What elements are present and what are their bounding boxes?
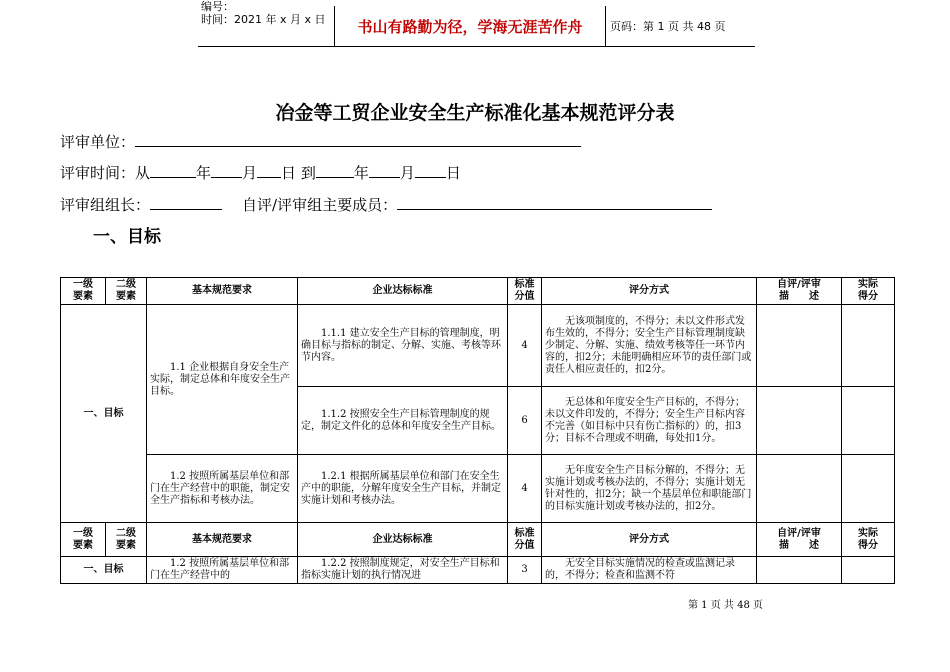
page-footer: 第 1 页 共 48 页 <box>688 600 763 611</box>
code-label: 编号： <box>201 0 234 13</box>
method-cell: 无总体和年度安全生产目标的，不得分；未以文件印发的，不得分；安全生产目标内容不完善（如目标中只有伤亡指标的）的，扣3分；目标不合理或不明确，每处扣1分。 <box>542 387 757 455</box>
header-page-label: 页码：第 1 页 共 48 页 <box>610 20 726 33</box>
standard-cell: 1.1.1 建立安全生产目标的管理制度，明确目标与指标的制定、分解、实施、考核等环节内容。 <box>298 305 508 387</box>
table-row <box>61 557 895 584</box>
review-unit-line <box>60 131 581 152</box>
requirement-cell: 1.1 企业根据自身安全生产实际，制定总体和年度安全生产目标。 <box>147 305 298 455</box>
description-cell[interactable] <box>757 387 842 455</box>
time-prefix: 评审时间：从 <box>60 164 151 182</box>
col-header-description: 自评/评审 描 述 <box>757 278 842 305</box>
day-blank-1[interactable] <box>257 163 281 178</box>
method-cell: 无安全目标实施情况的检查或监测记录的，不得分；检查和监测不符 <box>542 557 757 584</box>
year-blank-1[interactable] <box>150 163 196 178</box>
col-header-description: 自评/评审 描 述 <box>757 523 842 557</box>
actual-score-cell[interactable] <box>842 305 895 387</box>
description-cell[interactable] <box>757 305 842 387</box>
leader-blank[interactable] <box>150 195 222 210</box>
unit-label: 评审单位： <box>60 133 136 151</box>
col-header-standard: 企业达标标准 <box>298 278 508 305</box>
time-label: 时间：2021 年 x 月 x 日 <box>201 13 326 26</box>
col-header-level2: 二级 要素 <box>106 523 147 557</box>
score-cell: 4 <box>508 455 542 523</box>
description-cell[interactable] <box>757 455 842 523</box>
header-divider <box>605 6 606 46</box>
header-meta <box>198 0 334 46</box>
members-blank[interactable] <box>397 195 712 210</box>
element-cell: 一、目标 <box>61 305 147 523</box>
day-label: 日 <box>445 164 461 182</box>
leader-label: 评审组组长： <box>60 196 151 214</box>
col-header-actual: 实际 得分 <box>842 278 895 305</box>
month-label: 月 <box>242 164 258 182</box>
col-header-requirement: 基本规范要求 <box>147 278 298 305</box>
col-header-actual: 实际 得分 <box>842 523 895 557</box>
section-heading: 一、目标 <box>93 227 161 247</box>
description-cell[interactable] <box>757 557 842 584</box>
score-cell: 4 <box>508 305 542 387</box>
col-header-level2: 二级 要素 <box>106 278 147 305</box>
day-blank-2[interactable] <box>415 163 446 178</box>
header-motto: 书山有路勤为径，学海无涯苦作舟 <box>357 18 583 36</box>
score-cell: 6 <box>508 387 542 455</box>
col-header-level1: 一级 要素 <box>61 523 106 557</box>
col-header-score: 标准 分值 <box>508 523 542 557</box>
table-row <box>61 305 895 387</box>
actual-score-cell[interactable] <box>842 387 895 455</box>
members-label: 自评/评审组主要成员： <box>242 196 398 214</box>
actual-score-cell[interactable] <box>842 557 895 584</box>
table-header-row <box>61 278 895 305</box>
year-label: 年 <box>353 164 369 182</box>
actual-score-cell[interactable] <box>842 455 895 523</box>
standard-cell: 1.2.2 按照制度规定，对安全生产目标和指标实施计划的执行情况进 <box>298 557 508 584</box>
col-header-level1: 一级 要素 <box>61 278 106 305</box>
col-header-method: 评分方式 <box>542 523 757 557</box>
page-header <box>198 0 755 47</box>
requirement-cell: 1.2 按照所属基层单位和部门在生产经营中的职能，制定安全生产指标和考核办法。 <box>147 455 298 523</box>
header-rule <box>198 46 755 47</box>
col-header-standard: 企业达标标准 <box>298 523 508 557</box>
unit-blank[interactable] <box>135 132 581 147</box>
col-header-score: 标准 分值 <box>508 278 542 305</box>
month-blank-2[interactable] <box>369 163 400 178</box>
col-header-requirement: 基本规范要求 <box>147 523 298 557</box>
score-cell: 3 <box>508 557 542 584</box>
day-label: 日 <box>281 164 297 182</box>
month-label: 月 <box>399 164 415 182</box>
standard-cell: 1.2.1 根据所属基层单位和部门在安全生产中的职能，分解年度安全生产目标，并制定实施计划和考核办法。 <box>298 455 508 523</box>
requirement-cell: 1.2 按照所属基层单位和部门在生产经营中的 <box>147 557 298 584</box>
col-header-method: 评分方式 <box>542 278 757 305</box>
month-blank-1[interactable] <box>211 163 242 178</box>
table-header-row <box>61 523 895 557</box>
review-team-line <box>60 194 712 215</box>
scoring-table <box>60 277 895 584</box>
document-title: 冶金等工贸企业安全生产标准化基本规范评分表 <box>275 102 675 124</box>
table-row <box>61 455 895 523</box>
method-cell: 无该项制度的，不得分；未以文件形式发布生效的，不得分；安全生产目标管理制度缺少制定、分解、实施、绩效考核等任一环节内容的，扣2分；未能明确相应环节的责任部门或责任人相应责任的，扣2分。 <box>542 305 757 387</box>
method-cell: 无年度安全生产目标分解的，不得分；无实施计划或考核办法的，不得分；实施计划无针对性的，扣2分；缺一个基层单位和职能部门的目标实施计划或考核办法的，扣2分。 <box>542 455 757 523</box>
year-blank-2[interactable] <box>316 163 354 178</box>
to-label: 到 <box>300 164 316 182</box>
standard-cell: 1.1.2 按照安全生产目标管理制度的规定，制定文件化的总体和年度安全生产目标。 <box>298 387 508 455</box>
year-label: 年 <box>196 164 212 182</box>
review-time-line <box>60 162 461 183</box>
element-cell: 一、目标 <box>61 557 147 584</box>
